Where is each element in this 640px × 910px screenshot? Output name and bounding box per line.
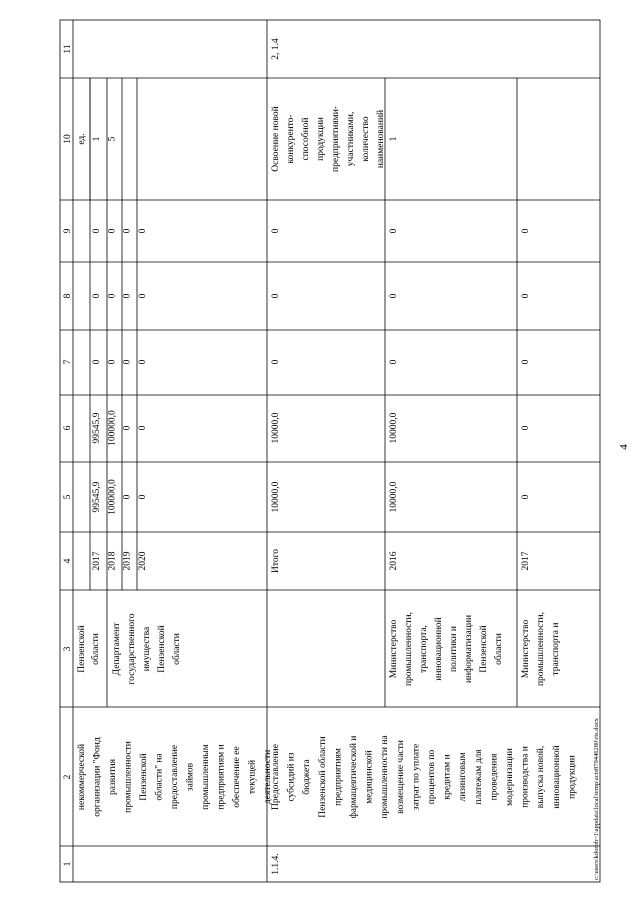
- col2-line: платежам для: [473, 749, 484, 805]
- col3-line: области: [91, 633, 101, 665]
- value-cell: 0: [107, 228, 118, 234]
- ministry-line: Министерство: [389, 619, 399, 679]
- col2-line: фармацевтической и: [349, 735, 359, 819]
- value-cell: 0: [521, 425, 531, 431]
- value-cell: 10000,0: [389, 412, 399, 444]
- col2-line: производства и: [520, 746, 531, 808]
- col10-line: продукции: [316, 117, 326, 161]
- value-cell: 0: [107, 293, 118, 299]
- value-cell: 0: [92, 293, 102, 299]
- column-number: 2: [63, 774, 73, 780]
- value-cell: 10000,0: [271, 412, 281, 444]
- col3-dept-line: Департамент: [112, 622, 122, 676]
- value-cell: 0: [92, 359, 102, 365]
- value-cell: 99545,9: [92, 481, 102, 513]
- value-cell: 10000,0: [389, 481, 399, 513]
- col2-line: продукции: [567, 755, 578, 799]
- value-cell: 0: [107, 359, 118, 365]
- col3-dept-line: области: [172, 633, 182, 665]
- value-cell: 0: [389, 359, 399, 365]
- column-number: 9: [63, 228, 73, 234]
- col2-line: развития: [108, 759, 118, 795]
- ministry-line: инновационной: [434, 617, 444, 681]
- col10-line: Освоение новой: [271, 106, 281, 172]
- col3-dept-line: государственного: [127, 613, 137, 685]
- col10-line: количество: [361, 116, 371, 162]
- year-cell: 2017: [521, 551, 531, 571]
- ministry-line: транспорта,: [419, 625, 429, 673]
- row-number: 1.1.4.: [271, 853, 281, 875]
- col2-line: текущей: [247, 759, 258, 795]
- value-cell: 5: [107, 136, 118, 142]
- column-number: 4: [63, 558, 73, 564]
- value-cell: 100000,0: [107, 410, 118, 446]
- value-cell: 0: [122, 359, 133, 365]
- value-cell: 1: [92, 136, 102, 142]
- col2-line: предприятиям и: [216, 744, 227, 810]
- itogo-label: Итого: [271, 548, 281, 574]
- value-cell: 0: [137, 494, 148, 500]
- col2-line: проведения: [489, 753, 500, 801]
- value-cell: 0: [389, 293, 399, 299]
- year-cell: 2018: [107, 551, 118, 571]
- table-grid: [60, 20, 600, 882]
- col2-line: промышленным: [201, 744, 211, 810]
- col11-cell: 2, 1.4: [271, 38, 281, 60]
- value-cell: 0: [137, 228, 148, 234]
- col2-line: предприятиям: [333, 748, 344, 806]
- year-cell: 2016: [389, 551, 399, 571]
- ministry-line: политики и: [449, 626, 459, 672]
- col3-dept-line: имущества: [142, 626, 152, 672]
- value-cell: 0: [389, 228, 399, 234]
- column-number: 7: [63, 359, 73, 365]
- col2-line: деятельности: [263, 749, 273, 805]
- col2-line: затрат по уплате: [411, 743, 422, 811]
- year-cell: 2020: [137, 551, 148, 571]
- col2-line: промышленности: [123, 741, 134, 813]
- value-cell: 99545,9: [92, 412, 102, 444]
- col2-line: возмещение части: [395, 740, 406, 814]
- value-cell: 0: [521, 293, 531, 299]
- value-cell: 0: [137, 359, 148, 365]
- ministry2-line: транспорта и: [551, 622, 561, 676]
- value-cell: 0: [122, 425, 133, 431]
- value-cell: 0: [521, 359, 531, 365]
- col2-line: предоставление: [170, 744, 180, 810]
- year-cell: 2017: [92, 551, 102, 571]
- column-number: 10: [63, 134, 73, 144]
- value-cell: 0: [122, 228, 133, 234]
- col2-line: некоммерческой: [77, 743, 87, 811]
- value-cell: 0: [122, 494, 133, 500]
- col2-line: инновационной: [551, 745, 562, 809]
- col2-line: займов: [185, 762, 196, 792]
- col3-dept-line: Пензенской: [157, 625, 167, 673]
- col2-line: Пензенской области: [317, 736, 328, 818]
- col2-line: обеспечение ее: [232, 746, 242, 808]
- value-cell: 0: [271, 359, 281, 365]
- value-cell: 0: [271, 228, 281, 234]
- column-number: 6: [63, 425, 73, 431]
- col2-line: лизинговым: [458, 752, 469, 802]
- col2-line: медицинской: [364, 750, 375, 804]
- column-number: 3: [63, 646, 73, 652]
- value-cell: 0: [521, 228, 531, 234]
- col2-line: кредитам и: [442, 754, 453, 800]
- table-content: [76, 38, 577, 875]
- col2-line: промышленности на: [380, 735, 391, 819]
- col2-line: субсидий из: [286, 752, 297, 802]
- value-cell: 0: [122, 293, 133, 299]
- value-cell: 10000,0: [271, 481, 281, 513]
- ministry-line: информатизации: [464, 614, 474, 684]
- value-cell: 0: [137, 425, 148, 431]
- col10-line: конкуренто-: [286, 114, 296, 164]
- col10-line: участниками,: [346, 111, 356, 167]
- ministry2-line: промышленности,: [536, 611, 546, 687]
- col10-line: способной: [301, 117, 311, 161]
- col2-line: выпуска новой,: [536, 745, 547, 809]
- col3-line: Пензенской: [77, 625, 87, 673]
- column-number: 1: [63, 861, 73, 867]
- column-number: 11: [63, 44, 73, 54]
- column-number: 8: [63, 293, 73, 299]
- col2-line: области" на: [154, 753, 165, 801]
- file-path: c:\users\kdoroh~1\appdata\local\temp\acts879446280\ris.docx: [593, 718, 600, 880]
- value-cell: 100000,0: [107, 479, 118, 515]
- unit-label: ед.: [77, 133, 87, 145]
- column-number: 5: [63, 494, 73, 500]
- col2-line: модернизации: [505, 748, 515, 806]
- value-cell: 0: [92, 228, 102, 234]
- page-number: 4: [618, 444, 630, 450]
- ministry-line: промышленности,: [404, 611, 414, 687]
- ministry2-line: Министерство: [521, 619, 531, 679]
- column-number-row: [63, 44, 73, 866]
- value-cell: 0: [137, 293, 148, 299]
- col2-line: процентов по: [427, 749, 437, 805]
- value-cell: 0: [271, 293, 281, 299]
- col10-line: наименований: [376, 109, 386, 169]
- col2-line: организации "Фонд: [92, 737, 103, 817]
- col2-line: Предоставление: [271, 744, 281, 810]
- value-cell: 0: [521, 494, 531, 500]
- col2-line: Пензенской: [139, 753, 149, 801]
- year-cell: 2019: [122, 551, 133, 571]
- ministry-line: области: [494, 633, 504, 665]
- col10-line: предприятиями-: [331, 106, 341, 172]
- value-cell: 1: [389, 136, 399, 142]
- ministry-line: Пензенской: [479, 625, 489, 673]
- col2-line: бюджета: [302, 759, 313, 795]
